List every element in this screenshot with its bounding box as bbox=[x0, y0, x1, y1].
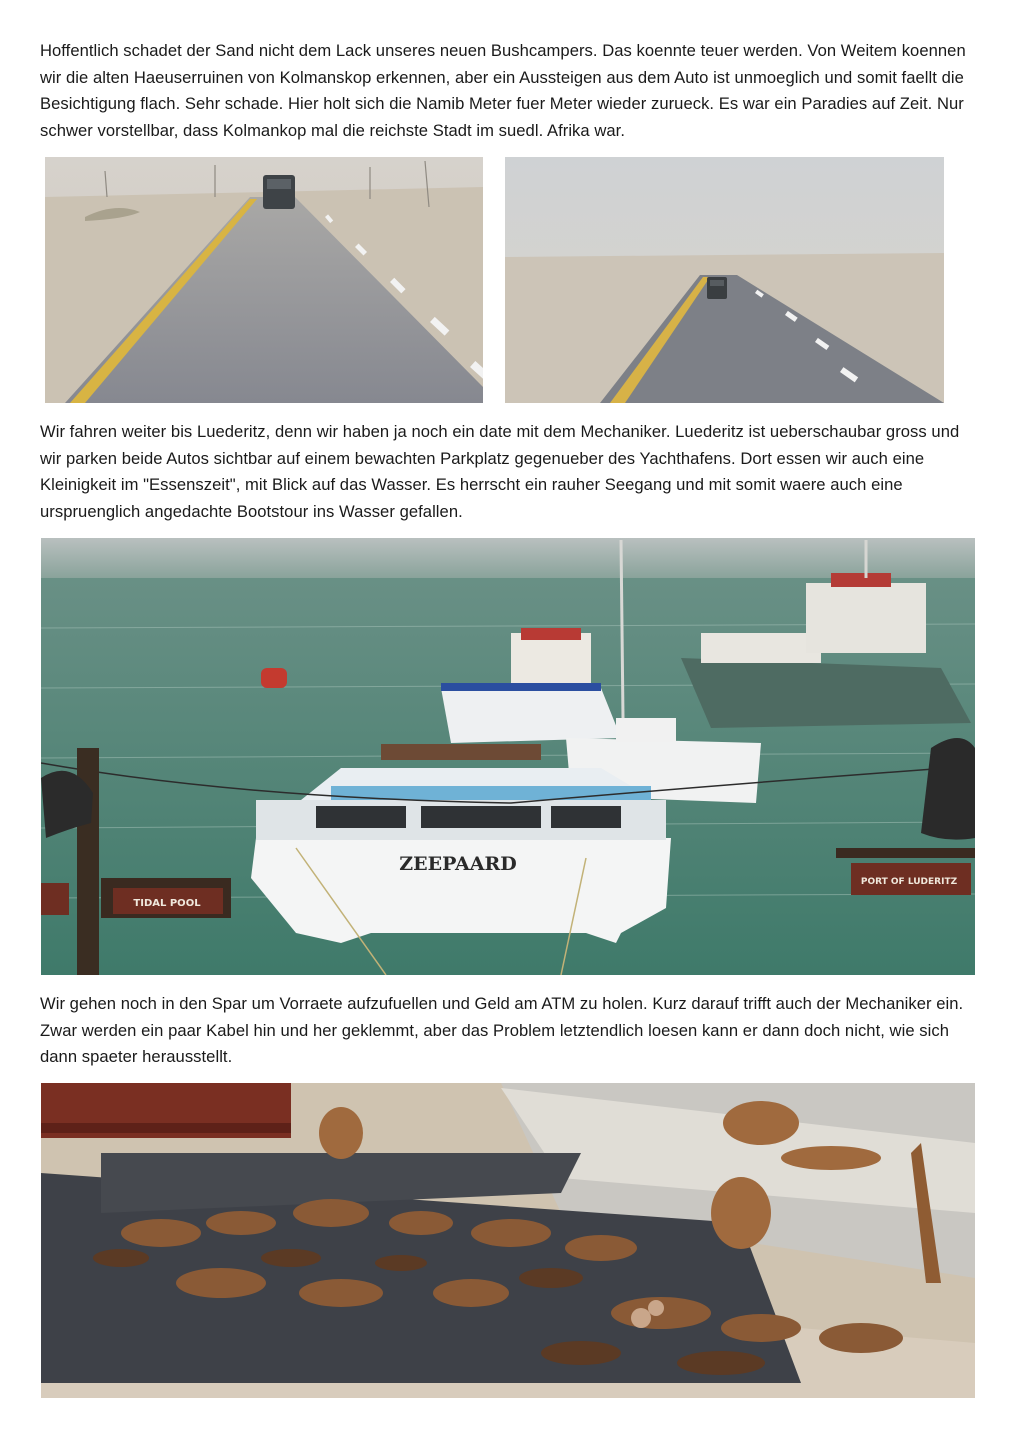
sign-port-of-luderitz: PORT OF LUDERITZ bbox=[860, 877, 958, 887]
photo-sandstorm-road-far bbox=[505, 157, 944, 403]
photo-harbour-catamaran bbox=[41, 538, 975, 975]
paragraph-mechaniker: Wir gehen noch in den Spar um Vorraete aufzufuellen und Geld am ATM zu holen. Kurz darauf trifft auch der Mechaniker ein. Zwar werden ein paar Kabel hin und her geklemmt, aber das Problem letztendlich loesen kann er dann doch nicht, wie sich dann spaeter herausstellt. bbox=[40, 994, 964, 1066]
boat-name: ZEEPAARD bbox=[399, 853, 517, 875]
sign-tidal-pool: TIDAL POOL bbox=[133, 898, 201, 909]
paragraph-kolmanskop: Hoffentlich schadet der Sand nicht dem Lack unseres neuen Bushcampers. Das koennte teuer werden. Von Weitem koennen wir die alten Haeuserruinen von Kolmanskop erkennen, aber ein Aussteigen aus dem Auto ist unmoeglich und somit faellt die Besichtigung flach. Sehr schade. Hier holt sich die Namib Meter fuer Meter wieder zurueck. Es war ein Paradies auf Zeit. Nur schwer vorstellbar, dass Kolmankop mal die reichste Stadt im suedl. Afrika war. bbox=[40, 41, 966, 140]
paragraph-luederitz: Wir fahren weiter bis Luederitz, denn wir haben ja noch ein date mit dem Mechaniker. Luederitz ist ueberschaubar gross und wir parken beide Autos sichtbar auf einem bewachten Parkplatz gegenueber des Yachthafens. Dort essen wir auch eine Kleinigkeit im "Essenszeit", mit Blick auf das Wasser. Es herrscht ein rauher Seegang und mit somit waere auch eine urspruenglich angedachte Bootstour ins Wasser gefallen. bbox=[40, 422, 960, 521]
photo-sandstorm-road-near bbox=[45, 157, 483, 403]
buoy bbox=[261, 668, 287, 688]
photo-wood-carvings-market bbox=[41, 1083, 975, 1398]
